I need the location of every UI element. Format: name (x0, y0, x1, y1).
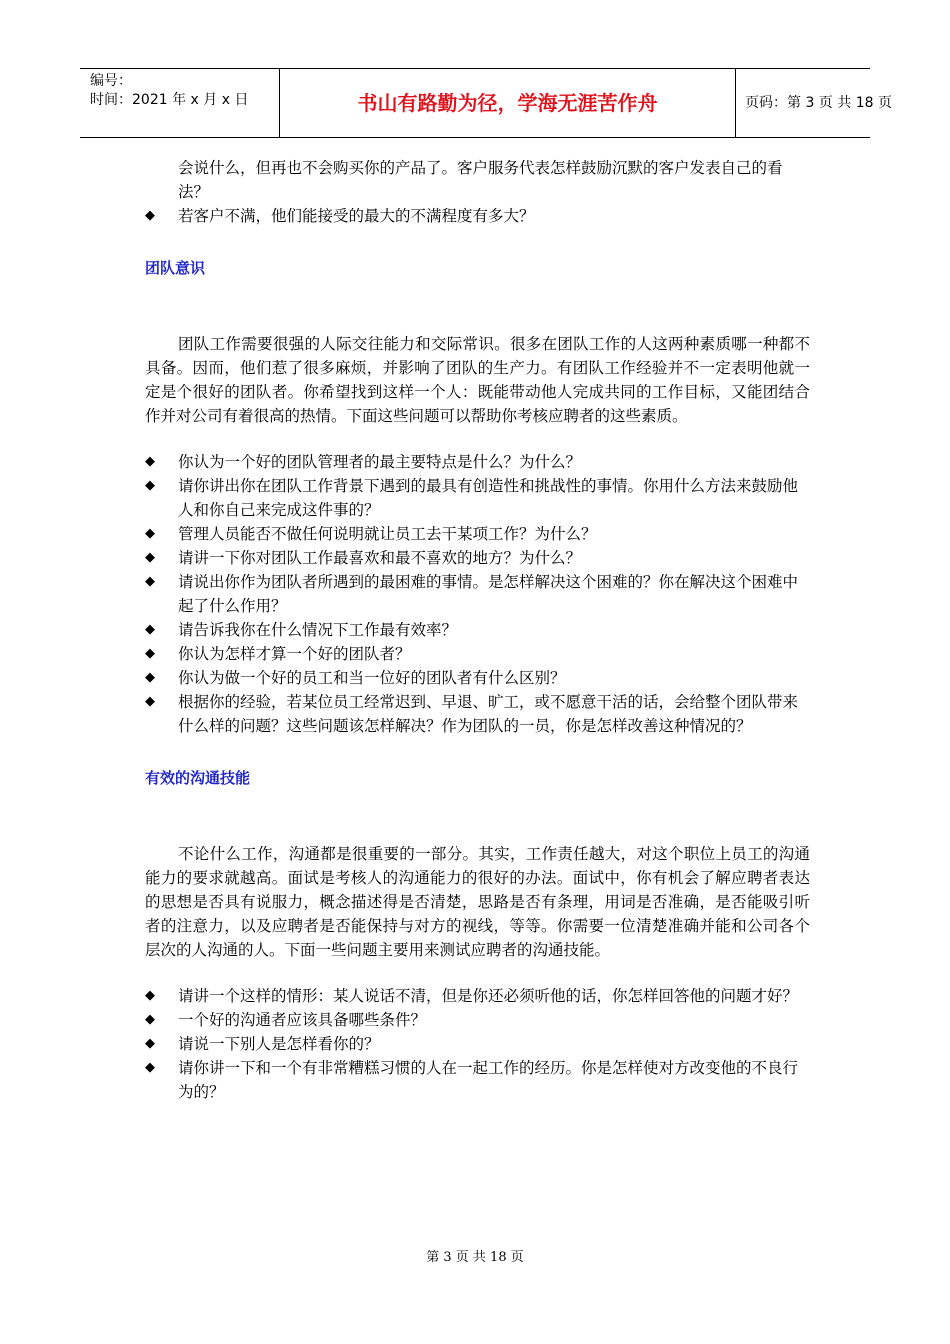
list-item-text: 根据你的经验，若某位员工经常迟到、早退、旷工，或不愿意干活的话，会给整个团队带来什么样的问题？这些问题该怎样解决？作为团队的一员，你是怎样改善这种情况的？ (178, 693, 799, 735)
list-item-text: 若客户不满，他们能接受的最大的不满程度有多大？ (178, 207, 535, 225)
diamond-bullet-icon: ◆ (145, 622, 155, 637)
header-meta (80, 69, 280, 137)
list-item (145, 1008, 810, 1032)
diamond-bullet-icon: ◆ (145, 694, 155, 709)
list-item-text: 你认为做一个好的员工和当一位好的团队者有什么区别？ (178, 669, 566, 687)
communication-paragraph: 不论什么工作，沟通都是很重要的一部分。其实，工作责任越大，对这个职位上员工的沟通能力的要求就越高。面试是考核人的沟通能力的很好的办法。面试中，你有机会了解应聘者表达的思想是否具有说服力，概念描述得是否清楚，思路是否有条理，用词是否准确，是否能吸引听者的注意力，以及应聘者是否能保持与对方的视线，等等。你需要一位清楚准确并能和公司各个层次的人沟通的人。下面一些问题主要用来测试应聘者的沟通技能。 (145, 845, 810, 959)
page-footer: 第 3 页 共 18 页 (426, 1250, 524, 1265)
section-heading-team: 团队意识 (145, 259, 206, 277)
list-item (145, 1056, 810, 1104)
header-motto: 书山有路勤为径，学海无涯苦作舟 (280, 69, 736, 137)
diamond-bullet-icon: ◆ (145, 526, 155, 541)
list-item-text: 请说一下别人是怎样看你的？ (178, 1035, 380, 1053)
team-question-list (145, 450, 810, 738)
list-item (145, 666, 810, 690)
list-item (145, 450, 810, 474)
diamond-bullet-icon: ◆ (145, 1036, 155, 1051)
list-item (145, 474, 810, 522)
diamond-bullet-icon: ◆ (145, 478, 155, 493)
list-item-text: 请你讲出你在团队工作背景下遇到的最具有创造性和挑战性的事情。你用什么方法来鼓励他人和你自己来完成这件事的？ (178, 477, 799, 519)
diamond-bullet-icon: ◆ (145, 670, 155, 685)
list-item-text: 你认为一个好的团队管理者的最主要特点是什么？为什么？ (178, 453, 582, 471)
list-item (145, 690, 810, 738)
diamond-bullet-icon: ◆ (145, 454, 155, 469)
list-item (145, 1032, 810, 1056)
page-header (80, 68, 892, 138)
section-heading-communication: 有效的沟通技能 (145, 769, 251, 787)
continuation-text: 会说什么，但再也不会购买你的产品了。客户服务代表怎样鼓励沉默的客户发表自己的看法？ (178, 159, 783, 201)
list-item-text: 管理人员能否不做任何说明就让员工去干某项工作？为什么？ (178, 525, 597, 543)
diamond-bullet-icon: ◆ (145, 208, 155, 223)
list-item (145, 204, 810, 228)
list-item-text: 请你讲一下和一个有非常糟糕习惯的人在一起工作的经历。你是怎样使对方改变他的不良行为的？ (178, 1059, 799, 1101)
list-item-text: 请告诉我你在什么情况下工作最有效率？ (178, 621, 458, 639)
list-item-text: 一个好的沟通者应该具备哪些条件？ (178, 1011, 427, 1029)
diamond-bullet-icon: ◆ (145, 1060, 155, 1075)
document-body (145, 156, 810, 1104)
diamond-bullet-icon: ◆ (145, 574, 155, 589)
team-paragraph: 团队工作需要很强的人际交往能力和交际常识。很多在团队工作的人这两种素质哪一种都不具备。因而，他们惹了很多麻烦，并影响了团队的生产力。有团队工作经验并不一定表明他就一定是个很好的团队者。你希望找到这样一个人：既能带动他人完成共同的工作目标，又能团结合作并对公司有着很高的热情。下面这些问题可以帮助你考核应聘者的这些素质。 (145, 335, 810, 425)
list-item-text: 请讲一个这样的情形：某人说话不清，但是你还必须听他的话，你怎样回答他的问题才好？ (178, 987, 799, 1005)
header-page-label: 页码：第 3 页 共 18 页 (745, 95, 892, 111)
diamond-bullet-icon: ◆ (145, 988, 155, 1003)
list-item-text: 你认为怎样才算一个好的团队者？ (178, 645, 411, 663)
list-item (145, 546, 810, 570)
diamond-bullet-icon: ◆ (145, 646, 155, 661)
diamond-bullet-icon: ◆ (145, 550, 155, 565)
list-item-text: 请说出你作为团队者所遇到的最困难的事情。是怎样解决这个困难的？你在解决这个困难中起了什么作用？ (178, 573, 799, 615)
diamond-bullet-icon: ◆ (145, 1012, 155, 1027)
list-item (145, 984, 810, 1008)
list-item (145, 522, 810, 546)
list-item-text: 请讲一下你对团队工作最喜欢和最不喜欢的地方？为什么？ (178, 549, 582, 567)
list-item (145, 642, 810, 666)
list-item (145, 618, 810, 642)
time-label: 时间：2021 年 x 月 x 日 (90, 92, 249, 108)
number-label: 编号： (90, 73, 132, 89)
communication-question-list (145, 984, 810, 1104)
list-item (145, 570, 810, 618)
